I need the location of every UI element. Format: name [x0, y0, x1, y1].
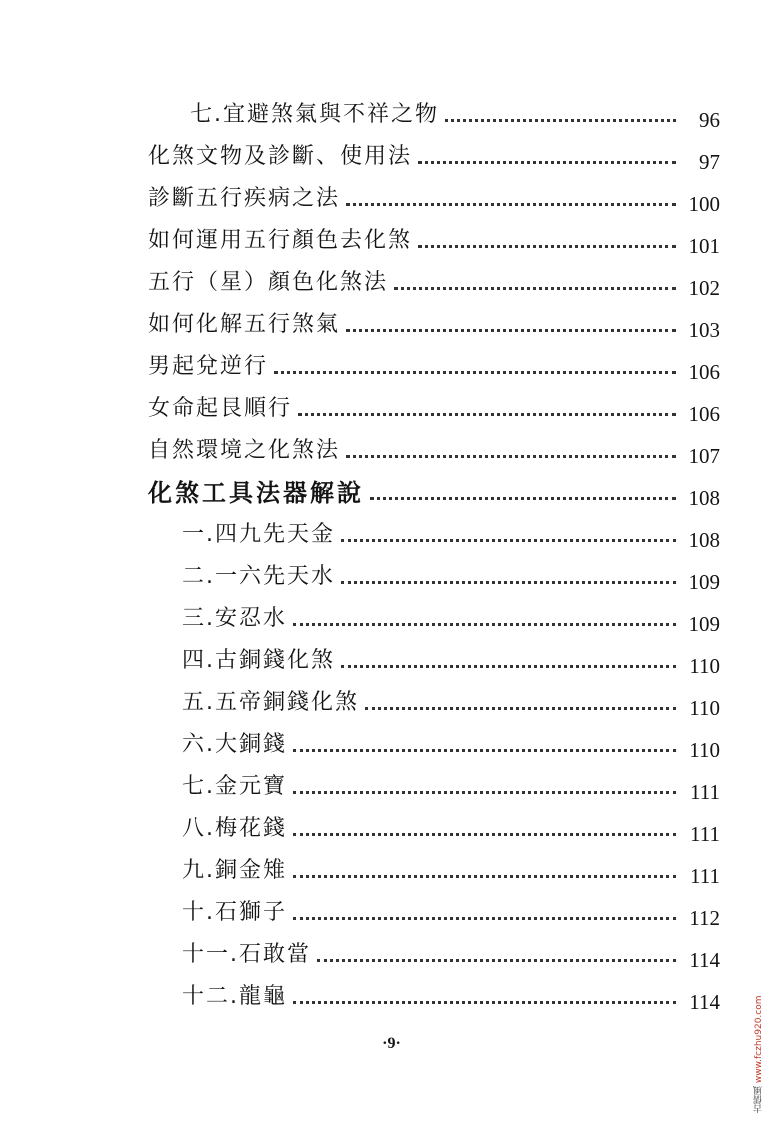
toc-entry: [190, 92, 720, 132]
toc-entry-title: 六.大銅錢: [182, 732, 287, 757]
dot-leader: [346, 329, 676, 332]
toc-entry: [182, 848, 720, 888]
dot-leader: [418, 245, 676, 248]
toc-entry: [148, 176, 720, 216]
dot-leader: [317, 959, 676, 962]
toc-entry-page: 111: [690, 864, 720, 888]
toc-entry-title: 三.安忍水: [182, 606, 287, 631]
toc-entry-title: 女命起艮順行: [148, 396, 293, 421]
dot-leader: [346, 203, 676, 206]
toc-entry-page: 110: [689, 654, 720, 678]
toc-entry-title: 二.一六先天水: [182, 564, 335, 589]
dot-leader: [365, 707, 676, 710]
toc-entry: [148, 134, 720, 174]
page-number: ·9·: [382, 1035, 401, 1052]
toc-entry: [148, 218, 720, 258]
toc-entry-title: 七.金元寶: [182, 774, 287, 799]
toc-entry-title: 七.宜避煞氣與不祥之物: [190, 102, 439, 127]
toc-entry-page: 109: [688, 612, 720, 636]
dot-leader: [341, 665, 676, 668]
dot-leader: [274, 371, 676, 374]
toc-entry-page: 106: [688, 360, 720, 384]
toc-entry: [182, 596, 720, 636]
toc-entry-page: 96: [699, 108, 720, 132]
dot-leader: [418, 161, 676, 164]
toc-entry-title: 化煞工具法器解說: [148, 479, 364, 507]
dot-leader: [445, 119, 676, 122]
toc-entry-title: 男起兌逆行: [148, 354, 269, 379]
dot-leader: [293, 833, 676, 836]
toc-entry: [182, 722, 720, 762]
toc-entry: [182, 680, 720, 720]
dot-leader: [293, 1001, 676, 1004]
toc-entry-title: 自然環境之化煞法: [148, 438, 341, 463]
dot-leader: [394, 287, 676, 290]
toc-entry: [148, 428, 720, 468]
dot-leader: [293, 791, 676, 794]
toc-entry: [148, 386, 720, 426]
toc-entry-page: 109: [688, 570, 720, 594]
toc-entry-page: 114: [689, 948, 720, 972]
toc-section-heading: [148, 470, 720, 510]
toc-entry-page: 110: [689, 738, 720, 762]
toc-entry-title: 四.古銅錢化煞: [182, 648, 335, 673]
toc-entry-page: 108: [688, 528, 720, 552]
toc-entry-title: 十二.龍龜: [182, 984, 287, 1009]
toc-entry-title: 十一.石敢當: [182, 942, 311, 967]
toc-entry: [182, 512, 720, 552]
toc-entry: [148, 260, 720, 300]
toc-entry-title: 化煞文物及診斷、使用法: [148, 144, 413, 169]
toc-entry-title: 診斷五行疾病之法: [148, 186, 341, 211]
toc-entry-page: 106: [688, 402, 720, 426]
toc-entry-page: 114: [689, 990, 720, 1014]
toc-entry-title: 九.銅金雉: [182, 858, 287, 883]
dot-leader: [293, 875, 676, 878]
watermark: [752, 995, 772, 1113]
toc-entry-title: 八.梅花錢: [182, 816, 287, 841]
toc-entry-title: 如何化解五行煞氣: [148, 312, 341, 337]
dot-leader: [346, 455, 676, 458]
toc-entry-title: 五.五帝銅錢化煞: [182, 690, 359, 715]
toc-entry: [182, 806, 720, 846]
toc-entry-page: 110: [689, 696, 720, 720]
toc-entry: [182, 764, 720, 804]
toc-entry-page: 100: [688, 192, 720, 216]
toc-entry: [148, 302, 720, 342]
toc-entry-page: 97: [699, 150, 720, 174]
dot-leader: [293, 917, 676, 920]
watermark-site: www.fczhu920.com: [754, 995, 764, 1084]
toc-entry-title: 一.四九先天金: [182, 522, 335, 547]
toc-entry-page: 102: [688, 276, 720, 300]
toc-entry-page: 107: [688, 444, 720, 468]
toc-entry-page: 112: [689, 906, 720, 930]
toc-entry: [182, 554, 720, 594]
dot-leader: [341, 539, 676, 542]
dot-leader: [341, 581, 676, 584]
toc-entry-title: 十.石獅子: [182, 900, 287, 925]
toc-entry: [182, 974, 720, 1014]
watermark-prefix: 古儒風: [754, 1083, 764, 1113]
toc-entry-page: 111: [690, 822, 720, 846]
toc-entry: [148, 344, 720, 384]
toc-entry-title: 五行（星）顏色化煞法: [148, 270, 389, 295]
dot-leader: [293, 749, 676, 752]
dot-leader: [298, 413, 676, 416]
toc-entry-page: 111: [690, 780, 720, 804]
dot-leader: [370, 497, 676, 500]
toc-entry: [182, 638, 720, 678]
toc-entry: [182, 890, 720, 930]
toc-entry: [182, 932, 720, 972]
toc-entry-page: 108: [688, 486, 720, 510]
toc-entry-page: 101: [688, 234, 720, 258]
toc-entry-title: 如何運用五行顏色去化煞: [148, 228, 413, 253]
dot-leader: [293, 623, 676, 626]
toc-entry-page: 103: [688, 318, 720, 342]
